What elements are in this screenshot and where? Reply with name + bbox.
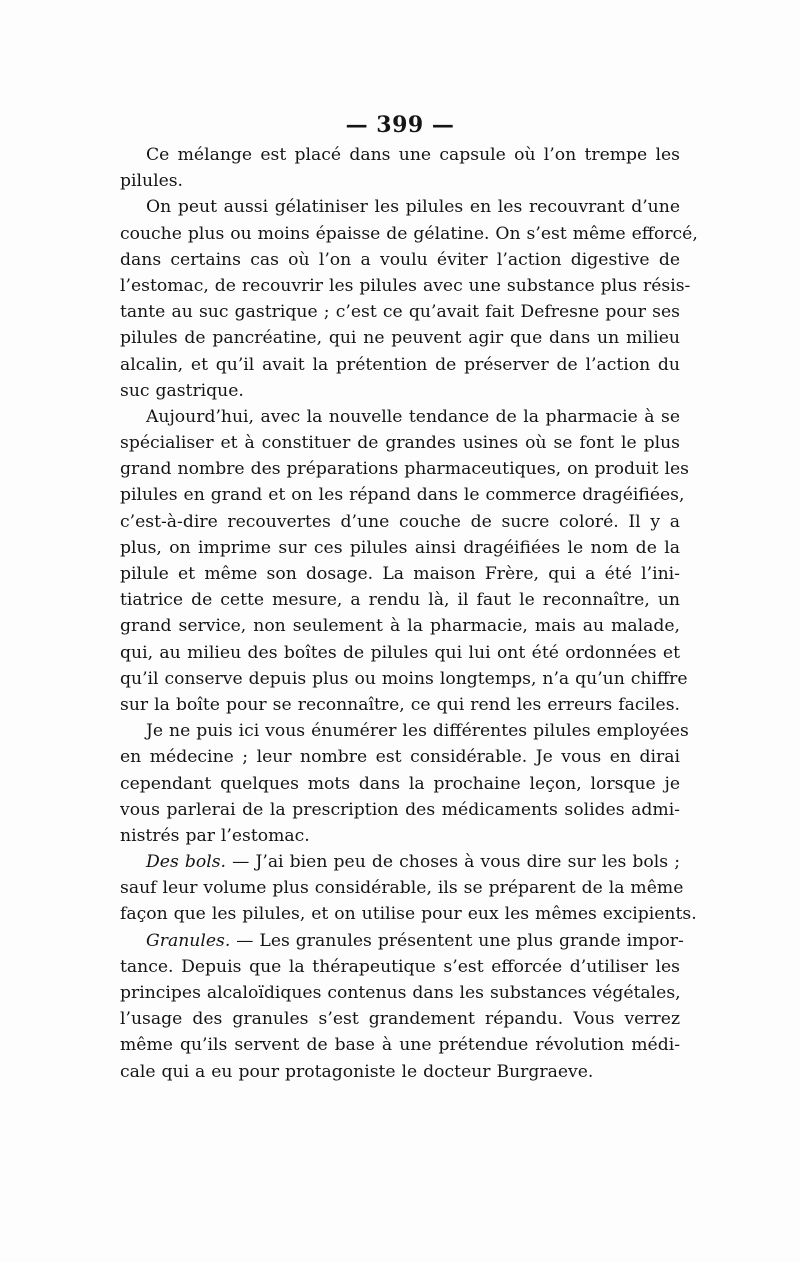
- text-line-content: tance. Depuis que la thérapeutique s’est efforcée d’utiliser les: [120, 956, 680, 977]
- text-line: [120, 352, 680, 378]
- text-line: [120, 849, 680, 875]
- text-line-content: l’usage des granules s’est grandement répandu. Vous verrez: [120, 1009, 680, 1030]
- text-line: [120, 797, 680, 823]
- text-line-content: grand service, non seulement à la pharmacie, mais au malade,: [120, 616, 680, 637]
- text-line-content: qui, au milieu des boîtes de pilules qui lui ont été ordonnées et: [120, 642, 680, 663]
- text-line-content: en médecine ; leur nombre est considérable. Je vous en dirai: [120, 747, 680, 768]
- text-line-content: tiatrice de cette mesure, a rendu là, il faut le reconnaître, un: [120, 590, 680, 611]
- text-line: [120, 378, 680, 404]
- text-line: [120, 221, 698, 247]
- text-line-content: — J’ai bien peu de choses à vous dire sur les bols ;: [232, 852, 680, 873]
- text-line: [120, 823, 680, 849]
- text-line-content: alcalin, et qu’il avait la prétention de préserver de l’action du: [120, 354, 680, 375]
- text-line: [120, 587, 680, 613]
- text-line-content: qu’il conserve depuis plus ou moins longtemps, n’a qu’un chiffre: [120, 668, 688, 689]
- text-line-content: c’est-à-dire recouvertes d’une couche de sucre coloré. Il y a: [120, 511, 680, 532]
- text-line-content: cale qui a eu pour protagoniste le docteur Burgraeve.: [120, 1061, 594, 1082]
- text-line-content: tante au suc gastrique ; c’est ce qu’avait fait Defresne pour ses: [120, 302, 680, 323]
- text-line: [120, 901, 697, 927]
- text-line-content: plus, on imprime sur ces pilules ainsi dragéifiées le nom de la: [120, 537, 680, 558]
- text-line-content: l’estomac, de recouvrir les pilules avec une substance plus résis-: [120, 275, 691, 296]
- text-line-content: sauf leur volume plus considérable, ils se préparent de la même: [120, 878, 684, 899]
- text-line: [120, 928, 684, 954]
- text-line: [120, 509, 680, 535]
- text-line-content: suc gastrique.: [120, 380, 244, 401]
- text-line-content: pilules.: [120, 171, 184, 192]
- text-line: [120, 692, 680, 718]
- text-line-content: dans certains cas où l’on a voulu éviter l’action digestive de: [120, 249, 680, 270]
- text-line: [120, 299, 680, 325]
- text-line-content: principes alcaloïdiques contenus dans les substances végétales,: [120, 983, 681, 1003]
- body-text: [120, 142, 698, 1085]
- text-line: [120, 613, 680, 639]
- page-number: — 399 —: [345, 112, 455, 138]
- text-line: [120, 247, 680, 273]
- text-line: [120, 142, 680, 168]
- text-line-content: spécialiser et à constituer de grandes usines où se font le plus: [120, 433, 680, 454]
- text-line: [120, 194, 680, 220]
- text-line-content: pilules de pancréatine, qui ne peuvent agir que dans un milieu: [120, 328, 680, 349]
- text-line-content: vous parlerai de la prescription des médicaments solides admi-: [120, 799, 680, 820]
- text-line: [120, 954, 680, 980]
- text-line: [120, 718, 689, 744]
- section-heading-italic: Granules.: [146, 930, 231, 951]
- text-line: [120, 535, 680, 561]
- text-line: [120, 325, 680, 351]
- text-line-content: pilules en grand et on les répand dans le commerce dragéifiées,: [120, 485, 685, 506]
- text-line: [120, 168, 680, 194]
- text-line: [120, 1006, 680, 1032]
- text-line-content: Ce mélange est placé dans une capsule où l’on trempe les: [146, 145, 680, 165]
- text-line: [120, 1059, 680, 1085]
- text-line: [120, 771, 680, 797]
- text-line-content: nistrés par l’estomac.: [120, 825, 310, 846]
- section-heading-italic: Des bols.: [146, 852, 227, 873]
- text-line: [120, 430, 680, 456]
- text-line: [120, 744, 680, 770]
- text-line-content: Je ne puis ici vous énumérer les différentes pilules employées: [146, 721, 689, 742]
- text-line-content: couche plus ou moins épaisse de gélatine. On s’est même efforcé,: [120, 223, 698, 244]
- text-line: [120, 1032, 680, 1058]
- text-line: [120, 640, 680, 666]
- text-line: [120, 456, 689, 482]
- text-line-content: Aujourd’hui, avec la nouvelle tendance de la pharmacie à se: [146, 406, 680, 427]
- text-line: [120, 561, 680, 587]
- text-line-content: grand nombre des préparations pharmaceutiques, on produit les: [120, 459, 689, 480]
- text-line-content: On peut aussi gélatiniser les pilules en les recouvrant d’une: [146, 197, 680, 218]
- text-line-content: cependant quelques mots dans la prochaine leçon, lorsque je: [120, 773, 680, 794]
- text-line: [120, 875, 684, 901]
- text-line: [120, 404, 680, 430]
- text-line-content: — Les granules présentent une plus grande impor-: [236, 930, 684, 951]
- text-line: [120, 666, 688, 692]
- text-line-content: sur la boîte pour se reconnaître, ce qui rend les erreurs faciles.: [120, 694, 680, 715]
- text-line: [120, 273, 691, 299]
- text-line: [120, 980, 680, 1006]
- text-line-content: même qu’ils servent de base à une prétendue révolution médi-: [120, 1035, 680, 1056]
- text-line-content: façon que les pilules, et on utilise pour eux les mêmes excipients.: [120, 904, 697, 925]
- text-line: [120, 482, 685, 508]
- text-line-content: pilule et même son dosage. La maison Frère, qui a été l’ini-: [120, 564, 680, 584]
